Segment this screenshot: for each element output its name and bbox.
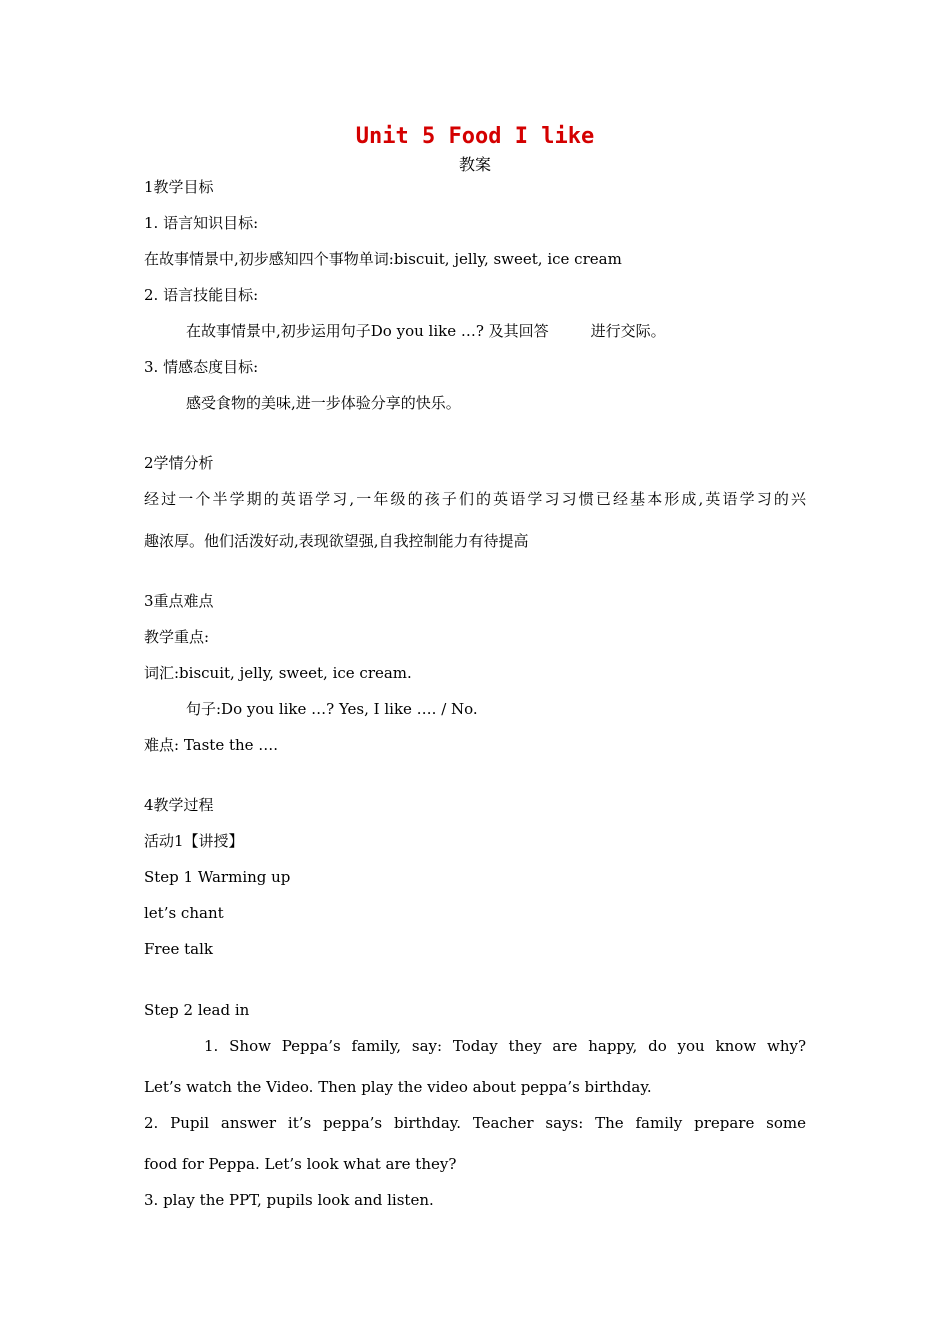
s3-sentence: 句子:Do you like …? Yes, I like …. / No. <box>186 700 478 718</box>
s2-text-line-1: 经过一个半学期的英语学习,一年级的孩子们的英语学习习惯已经基本形成,英语学习的兴 <box>144 490 806 508</box>
section-4-heading: 4教学过程 <box>144 796 214 814</box>
s1-item-3: 3. 情感态度目标: <box>144 358 259 376</box>
s4-free-talk: Free talk <box>144 940 213 958</box>
s4-paragraph-1-line-2: Let’s watch the Video. Then play the video about peppa’s birthday. <box>144 1078 652 1096</box>
s1-item-2: 2. 语言技能目标: <box>144 286 259 304</box>
s4-activity: 活动1【讲授】 <box>144 832 244 850</box>
s4-paragraph-1-line-1: 1. Show Peppa’s family, say: Today they are happy, do you know why? <box>204 1037 806 1055</box>
s2-text-line-2: 趣浓厚。他们活泼好动,表现欲望强,自我控制能力有待提高 <box>144 532 529 550</box>
section-3-heading: 3重点难点 <box>144 592 214 610</box>
s1-item-3-text: 感受食物的美味,进一步体验分享的快乐。 <box>186 394 461 412</box>
s1-item-1-text: 在故事情景中,初步感知四个事物单词:biscuit, jelly, sweet, ice cream <box>144 250 622 268</box>
s1-item-2-text-a: 在故事情景中,初步运用句子Do you like …? 及其回答 <box>186 322 549 340</box>
s3-difficulty: 难点: Taste the …. <box>144 736 279 754</box>
s1-item-1: 1. 语言知识目标: <box>144 214 259 232</box>
section-1-heading: 1教学目标 <box>144 178 214 196</box>
s4-paragraph-3: 3. play the PPT, pupils look and listen. <box>144 1191 434 1209</box>
s1-item-2-text-b: 进行交际。 <box>590 322 666 340</box>
s4-step-1: Step 1 Warming up <box>144 868 291 886</box>
s1-item-2-text <box>186 321 666 341</box>
s4-paragraph-2-line-1: 2. Pupil answer it’s peppa’s birthday. Teacher says: The family prepare some <box>144 1114 806 1132</box>
s3-vocabulary: 词汇:biscuit, jelly, sweet, ice cream. <box>144 664 412 682</box>
section-2-heading: 2学情分析 <box>144 454 214 472</box>
s4-chant: let’s chant <box>144 904 224 922</box>
s4-paragraph-2-line-2: food for Peppa. Let’s look what are they? <box>144 1155 457 1173</box>
s3-key-points: 教学重点: <box>144 628 210 646</box>
document-subtitle: 教案 <box>458 155 491 174</box>
document-title: Unit 5 Food I like <box>355 124 595 149</box>
s4-step-2: Step 2 lead in <box>144 1001 250 1019</box>
